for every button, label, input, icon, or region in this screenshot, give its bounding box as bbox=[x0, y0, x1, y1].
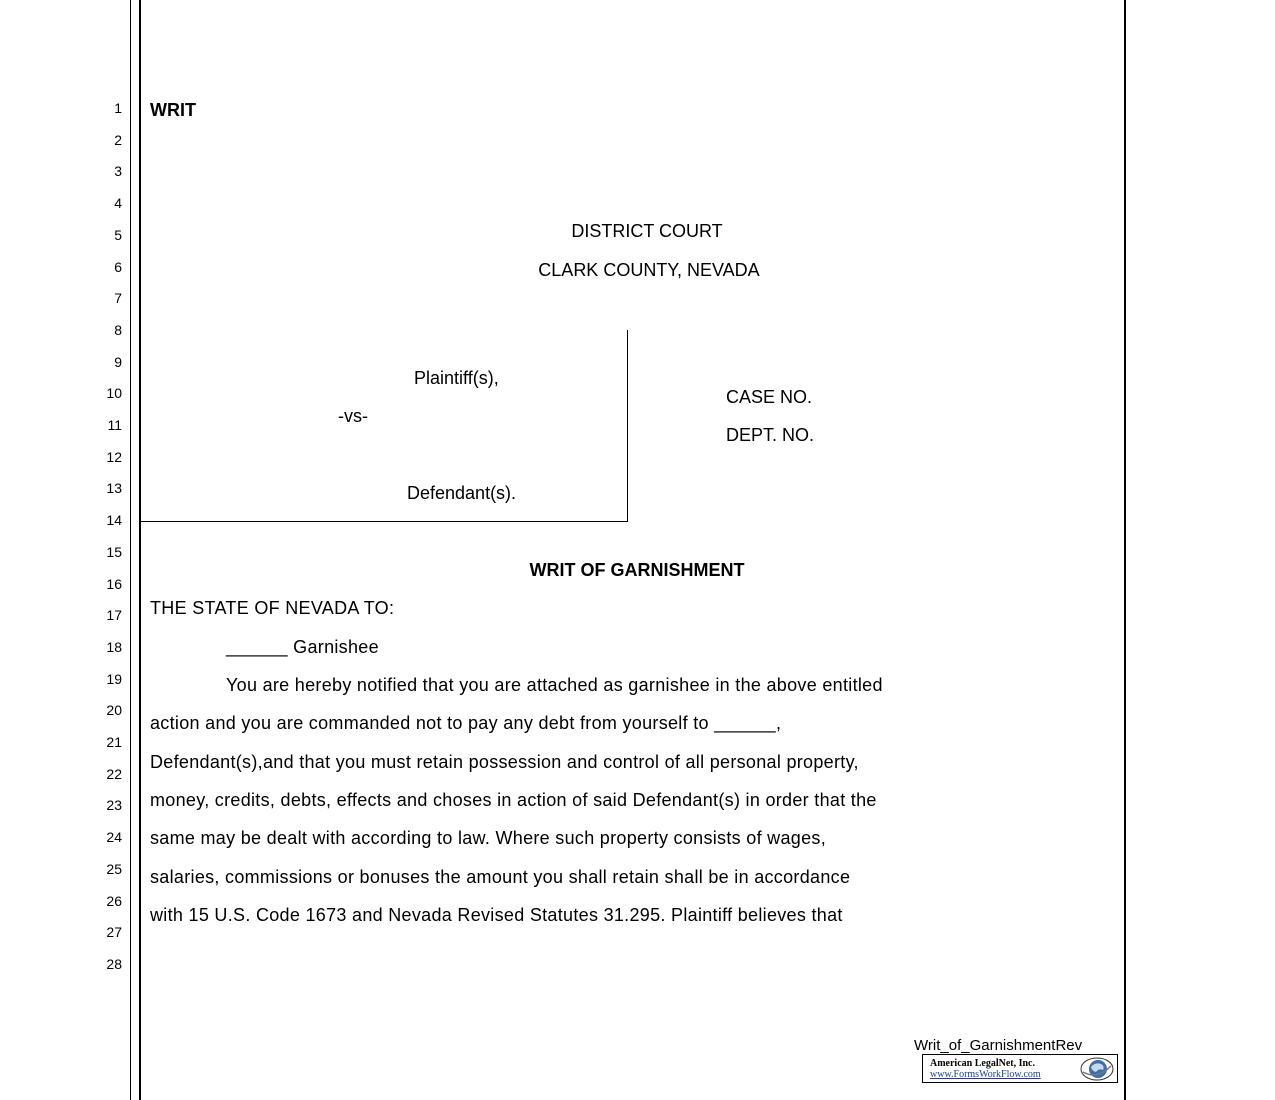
line-number: 18 bbox=[106, 639, 122, 655]
body-line: same may be dealt with according to law. Where such property consists of wages, bbox=[150, 828, 827, 848]
line-number: 1 bbox=[114, 100, 122, 116]
line-number: 16 bbox=[106, 576, 122, 592]
line-number: 21 bbox=[106, 734, 122, 750]
court-location: CLARK COUNTY, NEVADA bbox=[538, 260, 760, 280]
garnishee-line: ______ Garnishee bbox=[226, 637, 379, 657]
caption-vertical-rule bbox=[627, 330, 628, 522]
line-number: 20 bbox=[106, 702, 122, 718]
line-number: 10 bbox=[106, 385, 122, 401]
line-number: 15 bbox=[106, 544, 122, 560]
line-number: 9 bbox=[114, 354, 122, 370]
caption-horizontal-rule bbox=[140, 521, 628, 522]
line-number: 19 bbox=[106, 671, 122, 687]
case-number-label: CASE NO. bbox=[726, 387, 813, 407]
left-margin-rule-outer bbox=[130, 0, 131, 1100]
line-number: 17 bbox=[106, 607, 122, 623]
salutation: THE STATE OF NEVADA TO: bbox=[150, 598, 395, 618]
line-number: 11 bbox=[107, 417, 122, 433]
department-number-label: DEPT. NO. bbox=[726, 425, 815, 445]
body-line: salaries, commissions or bonuses the amount you shall retain shall be in accordance bbox=[150, 867, 851, 887]
document-title: WRIT OF GARNISHMENT bbox=[529, 560, 745, 580]
line-number: 27 bbox=[106, 924, 122, 940]
publisher-name: American LegalNet, Inc. bbox=[930, 1058, 1035, 1069]
line-number: 24 bbox=[106, 829, 122, 845]
document-type-label: WRIT bbox=[150, 100, 196, 120]
line-number: 7 bbox=[114, 290, 122, 306]
line-number: 22 bbox=[106, 766, 122, 782]
line-number: 26 bbox=[106, 893, 122, 909]
publisher-badge[interactable] bbox=[922, 1054, 1118, 1083]
form-id: Writ_of_GarnishmentRev bbox=[914, 1037, 1083, 1054]
line-number: 13 bbox=[106, 480, 122, 496]
globe-logo-icon bbox=[1079, 1056, 1115, 1082]
line-number: 5 bbox=[114, 227, 122, 243]
line-number: 23 bbox=[106, 797, 122, 813]
body-line: money, credits, debts, effects and choses in action of said Defendant(s) in order that the bbox=[150, 790, 877, 810]
line-number: 4 bbox=[114, 195, 122, 211]
body-line: with 15 U.S. Code 1673 and Nevada Revised Statutes 31.295. Plaintiff believes that bbox=[150, 905, 843, 925]
right-margin-rule bbox=[1124, 0, 1126, 1100]
body-line: action and you are commanded not to pay any debt from yourself to ______, bbox=[150, 713, 782, 733]
line-number: 25 bbox=[106, 861, 122, 877]
line-number: 6 bbox=[114, 259, 122, 275]
court-name: DISTRICT COURT bbox=[571, 221, 723, 241]
plaintiff-label: Plaintiff(s), bbox=[414, 368, 499, 388]
defendant-label: Defendant(s). bbox=[407, 483, 517, 503]
line-number: 8 bbox=[114, 322, 122, 338]
line-number: 28 bbox=[106, 956, 122, 972]
versus-label: -vs- bbox=[338, 406, 368, 426]
left-margin-rule-inner bbox=[139, 0, 141, 1100]
line-number: 2 bbox=[114, 132, 122, 148]
body-line: You are hereby notified that you are attached as garnishee in the above entitled bbox=[226, 675, 883, 695]
body-line: Defendant(s),and that you must retain possession and control of all personal property, bbox=[150, 752, 859, 772]
line-number: 12 bbox=[106, 449, 122, 465]
line-number: 3 bbox=[114, 163, 122, 179]
line-number: 14 bbox=[106, 512, 122, 528]
publisher-website-link[interactable]: www.FormsWorkFlow.com bbox=[930, 1069, 1041, 1080]
